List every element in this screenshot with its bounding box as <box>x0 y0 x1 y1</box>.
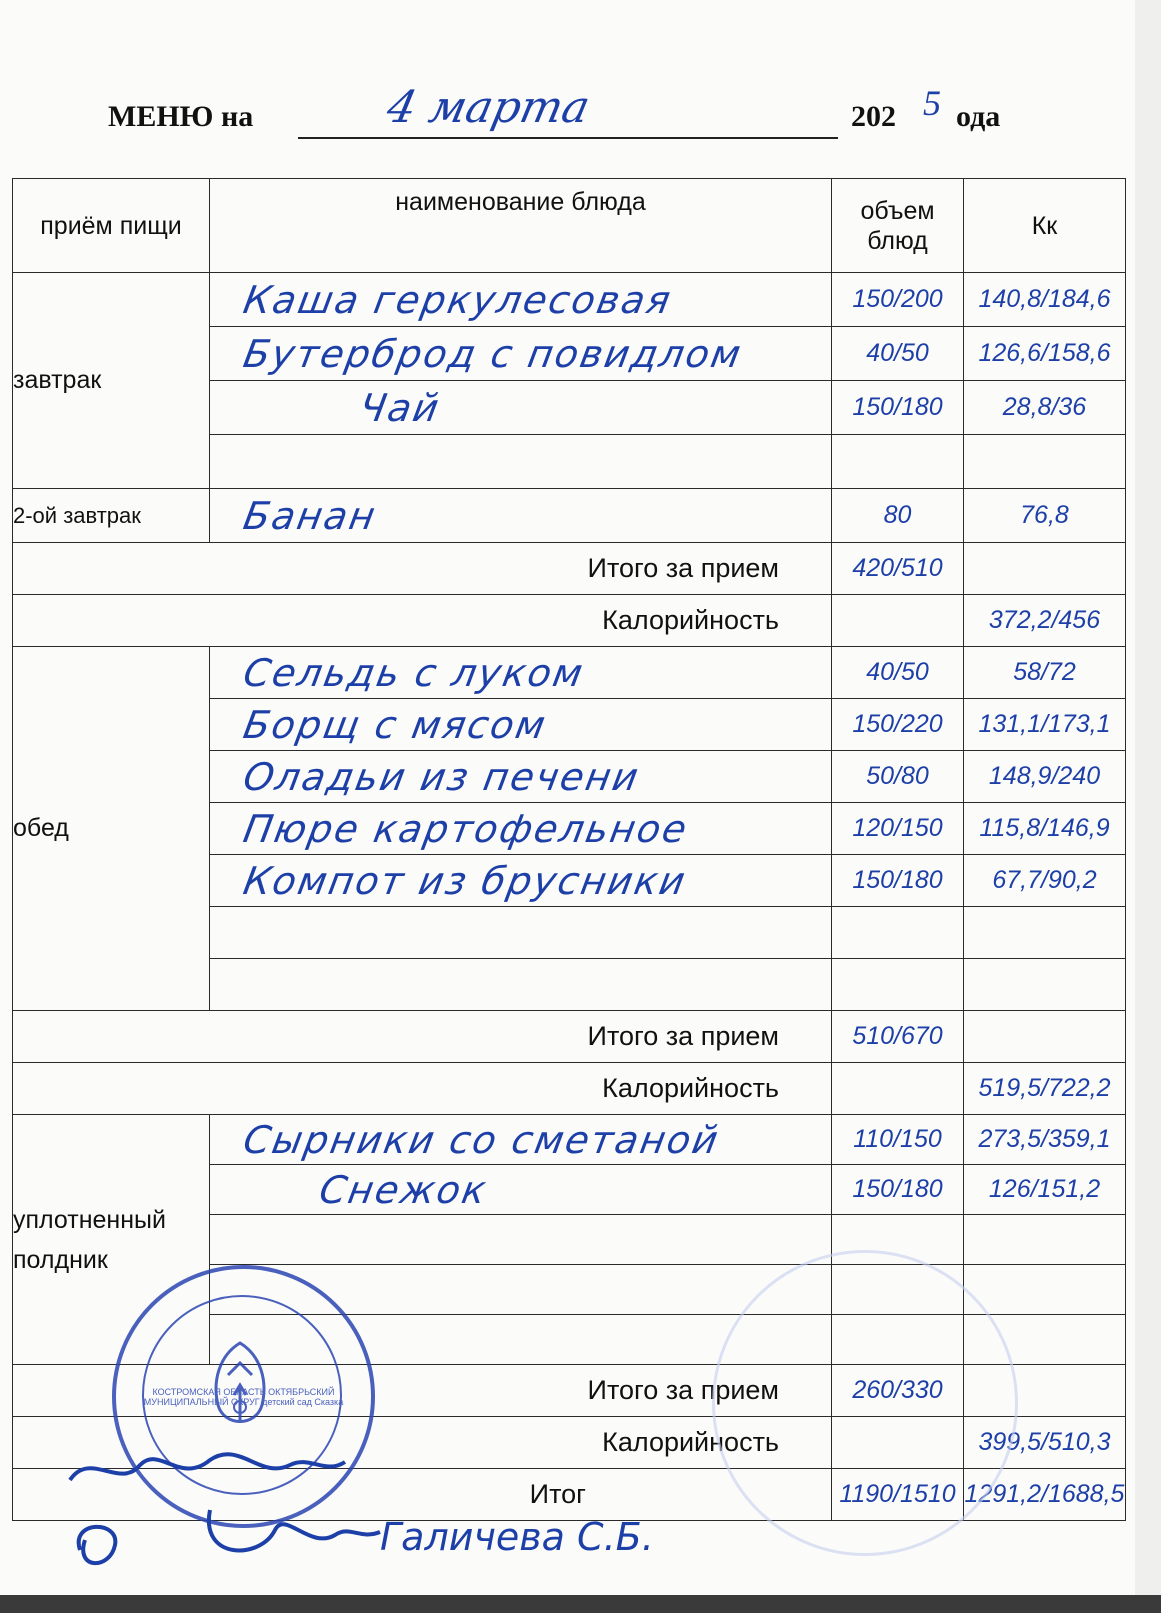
date-underline <box>298 137 838 139</box>
table-row <box>13 647 1126 699</box>
table-header-row <box>13 179 1126 273</box>
dish-name: Чай <box>356 385 444 430</box>
dish-name: Компот из брусники <box>240 858 691 903</box>
total-label: Итого за прием <box>13 1011 832 1063</box>
dish-cell <box>210 699 832 751</box>
volume-cell: 150/180 <box>832 855 964 907</box>
dish-name: Пюре картофельное <box>240 806 692 851</box>
dish-cell <box>210 381 832 435</box>
table-row-total <box>13 1011 1126 1063</box>
faint-stamp-impression <box>712 1250 1018 1556</box>
calorie-label: Калорийность <box>13 595 832 647</box>
menu-date: 4 марта <box>382 82 595 133</box>
meal-lunch: обед <box>13 647 210 1011</box>
volume-cell: 110/150 <box>832 1115 964 1165</box>
dish-cell <box>210 273 832 327</box>
signature-name: Галичева С.Б. <box>380 1515 654 1559</box>
kk-cell: 273,5/359,1 <box>964 1115 1126 1165</box>
volume-cell: 50/80 <box>832 751 964 803</box>
dish-cell <box>210 751 832 803</box>
dish-cell <box>210 1115 832 1165</box>
calorie-value: 372,2/456 <box>964 595 1126 647</box>
year-prefix: 202 <box>851 100 896 133</box>
table-row <box>13 273 1126 327</box>
column-header-dish: наименование блюда <box>210 179 832 273</box>
calorie-value: 399,5/510,3 <box>964 1417 1126 1469</box>
meal-snack: уплотненный полдник <box>13 1115 210 1365</box>
total-label: Итого за прием <box>13 1365 832 1417</box>
kk-cell: 76,8 <box>964 489 1126 543</box>
table-row <box>13 489 1126 543</box>
dish-name: Оладьи из печени <box>240 754 644 799</box>
kk-cell: 58/72 <box>964 647 1126 699</box>
year-suffix: ода <box>956 100 1001 133</box>
dish-cell <box>210 647 832 699</box>
total-volume: 510/670 <box>832 1011 964 1063</box>
dish-name: Снежок <box>316 1167 492 1212</box>
meal-breakfast: завтрак <box>13 273 210 489</box>
volume-cell: 40/50 <box>832 647 964 699</box>
volume-cell: 120/150 <box>832 803 964 855</box>
kk-cell: 126/151,2 <box>964 1165 1126 1215</box>
kk-cell: 131,1/173,1 <box>964 699 1126 751</box>
total-volume: 420/510 <box>832 543 964 595</box>
dish-name: Банан <box>240 493 381 538</box>
dish-cell <box>210 855 832 907</box>
volume-cell: 150/220 <box>832 699 964 751</box>
total-label: Итого за прием <box>13 543 832 595</box>
meal-second-breakfast: 2-ой завтрак <box>13 489 210 543</box>
volume-cell: 150/180 <box>832 1165 964 1215</box>
grand-total-volume: 1190/1510 <box>832 1469 964 1521</box>
dish-cell <box>210 803 832 855</box>
year-handwritten: 5 <box>923 83 941 123</box>
kk-cell: 148,9/240 <box>964 751 1126 803</box>
dish-name: Сельдь с луком <box>240 650 588 695</box>
scan-bottom-band <box>0 1595 1161 1613</box>
kk-cell: 140,8/184,6 <box>964 273 1126 327</box>
dish-cell <box>210 489 832 543</box>
dish-name: Каша геркулесовая <box>240 277 676 322</box>
calorie-label: Калорийность <box>13 1063 832 1115</box>
grand-total-label: Итог <box>13 1469 832 1521</box>
volume-cell: 150/180 <box>832 381 964 435</box>
stamp-text: КОСТРОМСКАЯ ОБЛАСТЬ ОКТЯБРЬСКИЙ МУНИЦИПАЛЬНЫЙ ОКРУГ детский сад Сказка <box>143 1387 344 1407</box>
column-header-volume: объем блюд <box>832 179 964 273</box>
kk-cell: 126,6/158,6 <box>964 327 1126 381</box>
page-edge <box>1135 0 1161 1613</box>
dish-name: Борщ с мясом <box>240 702 551 747</box>
dish-name: Бутерброд с повидлом <box>240 331 746 376</box>
volume-cell: 80 <box>832 489 964 543</box>
column-header-meal: приём пищи <box>13 179 210 273</box>
table-row-calories <box>13 1063 1126 1115</box>
total-volume: 260/330 <box>832 1365 964 1417</box>
grand-total-kk: 1291,2/1688,5 <box>964 1469 1126 1521</box>
calorie-label: Калорийность <box>13 1417 832 1469</box>
table-row <box>13 1115 1126 1165</box>
dish-cell <box>210 327 832 381</box>
kk-cell: 115,8/146,9 <box>964 803 1126 855</box>
table-row-calories <box>13 595 1126 647</box>
dish-cell <box>210 1165 832 1215</box>
dish-name: Сырники со сметаной <box>240 1117 724 1162</box>
menu-title: МЕНЮ на <box>108 100 254 133</box>
menu-header <box>108 82 1028 152</box>
table-row-total <box>13 543 1126 595</box>
kk-cell: 28,8/36 <box>964 381 1126 435</box>
volume-cell: 150/200 <box>832 273 964 327</box>
kk-cell: 67,7/90,2 <box>964 855 1126 907</box>
column-header-kk: Кк <box>964 179 1126 273</box>
calorie-value: 519,5/722,2 <box>964 1063 1126 1115</box>
volume-cell: 40/50 <box>832 327 964 381</box>
